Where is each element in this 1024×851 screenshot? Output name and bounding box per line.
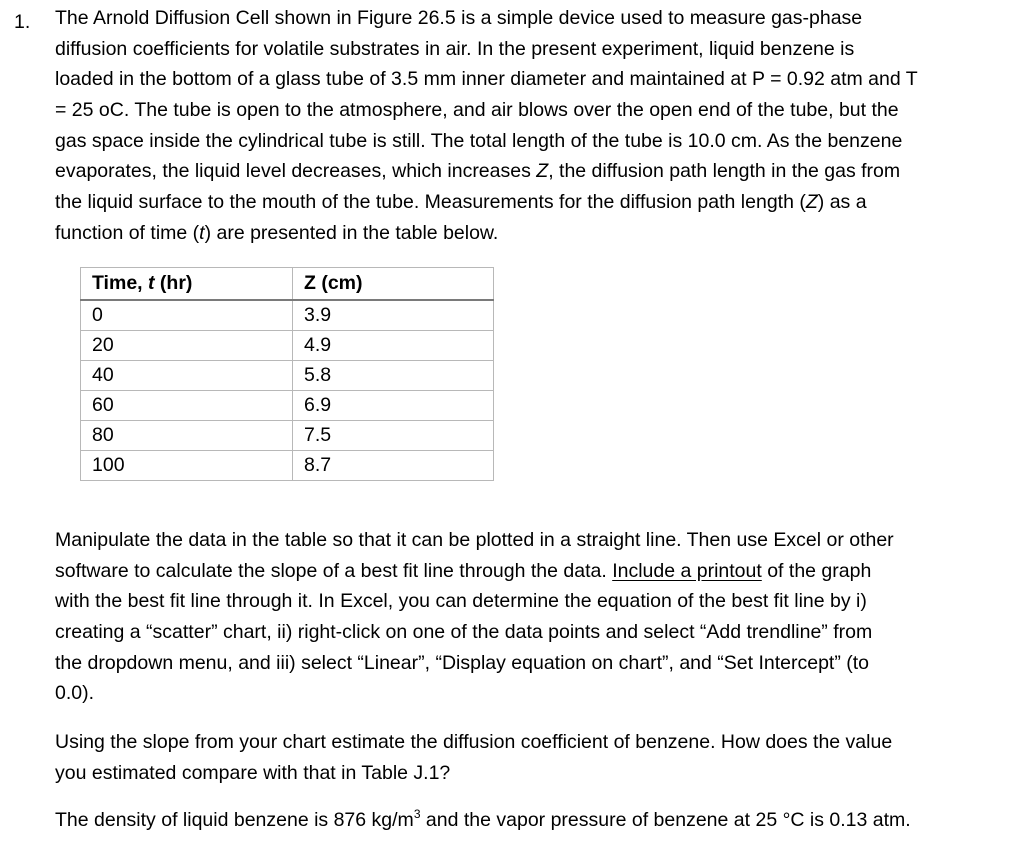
intro-line xyxy=(55,187,918,218)
intro-paragraph xyxy=(55,3,918,249)
printout-emphasis: Include a printout xyxy=(612,559,762,582)
instructions-line xyxy=(55,556,894,587)
z-cell: 6.9 xyxy=(293,391,494,421)
t-symbol: t xyxy=(199,221,205,244)
table-row xyxy=(81,391,494,421)
instructions-line: Manipulate the data in the table so that it can be plotted in a straight line. Then use Excel or other xyxy=(55,529,894,551)
z-cell: 7.5 xyxy=(293,421,494,451)
density-text: and the vapor pressure of benzene at 25 °C is 0.13 atm. xyxy=(420,809,911,831)
instructions-line: with the best fit line through it. In Excel, you can determine the equation of the best fit line by i) xyxy=(55,590,867,613)
intro-line xyxy=(55,156,918,187)
intro-text: ) are presented in the table below. xyxy=(204,221,499,244)
z-symbol: Z xyxy=(536,160,549,183)
z-cell: 8.7 xyxy=(293,451,494,481)
intro-line: = 25 oC. The tube is open to the atmosphere, and air blows over the open end of the tube, but the xyxy=(55,99,899,122)
z-cell: 5.8 xyxy=(293,361,494,391)
intro-text: evaporates, the liquid level decreases, which increases xyxy=(55,160,537,183)
density-line xyxy=(55,805,911,836)
instructions-line: creating a “scatter” chart, ii) right-click on one of the data points and select “Add trendline” from xyxy=(55,621,873,644)
question-line: you estimated compare with that in Table J.1? xyxy=(55,761,451,784)
instructions-line: 0.0). xyxy=(55,682,95,705)
time-cell: 100 xyxy=(81,451,293,481)
density-paragraph xyxy=(55,805,911,836)
header-time-var: t xyxy=(148,272,155,294)
intro-line: diffusion coefficients for volatile substrates in air. In the present experiment, liquid benzene is xyxy=(55,37,855,60)
question-line: Using the slope from your chart estimate the diffusion coefficient of benzene. How does the value xyxy=(55,731,893,753)
intro-text: the liquid surface to the mouth of the tube. Measurements for the diffusion path length ( xyxy=(55,191,806,214)
question-paragraph xyxy=(55,727,892,788)
intro-line xyxy=(55,218,918,249)
header-time-unit: (hr) xyxy=(154,272,193,294)
table-row xyxy=(81,451,494,481)
intro-line: loaded in the bottom of a glass tube of 3.5 mm inner diameter and maintained at P = 0.92 atm and T xyxy=(55,68,918,91)
table-header-row xyxy=(81,268,494,301)
z-cell: 3.9 xyxy=(293,300,494,331)
time-cell: 60 xyxy=(81,391,293,421)
intro-text: ) as a xyxy=(817,191,867,214)
instructions-text: software to calculate the slope of a best fit line through the data. xyxy=(55,559,613,582)
table-row xyxy=(81,300,494,331)
z-cell: 4.9 xyxy=(293,331,494,361)
question-number: 1. xyxy=(14,11,31,33)
time-cell: 20 xyxy=(81,331,293,361)
time-cell: 40 xyxy=(81,361,293,391)
table-row xyxy=(81,421,494,451)
data-table xyxy=(80,267,494,481)
intro-line: The Arnold Diffusion Cell shown in Figure 26.5 is a simple device used to measure gas-phase xyxy=(55,7,863,29)
table-row xyxy=(81,331,494,361)
instructions-paragraph xyxy=(55,525,894,709)
header-time xyxy=(81,268,293,301)
intro-text: , the diffusion path length in the gas from xyxy=(548,160,901,183)
z-symbol: Z xyxy=(805,191,818,214)
table-row xyxy=(81,361,494,391)
time-cell: 80 xyxy=(81,421,293,451)
time-cell: 0 xyxy=(81,300,293,331)
superscript: 3 xyxy=(413,807,421,821)
instructions-line: the dropdown menu, and iii) select “Linear”, “Display equation on chart”, and “Set Intercept” (to xyxy=(55,651,870,674)
intro-line: gas space inside the cylindrical tube is still. The total length of the tube is 10.0 cm. As the benzene xyxy=(55,129,903,152)
intro-text: function of time ( xyxy=(55,221,200,244)
header-z: Z (cm) xyxy=(293,268,494,301)
density-text: The density of liquid benzene is 876 kg/m xyxy=(55,809,414,831)
instructions-text: of the graph xyxy=(761,559,872,582)
header-time-prefix: Time, xyxy=(92,272,148,294)
